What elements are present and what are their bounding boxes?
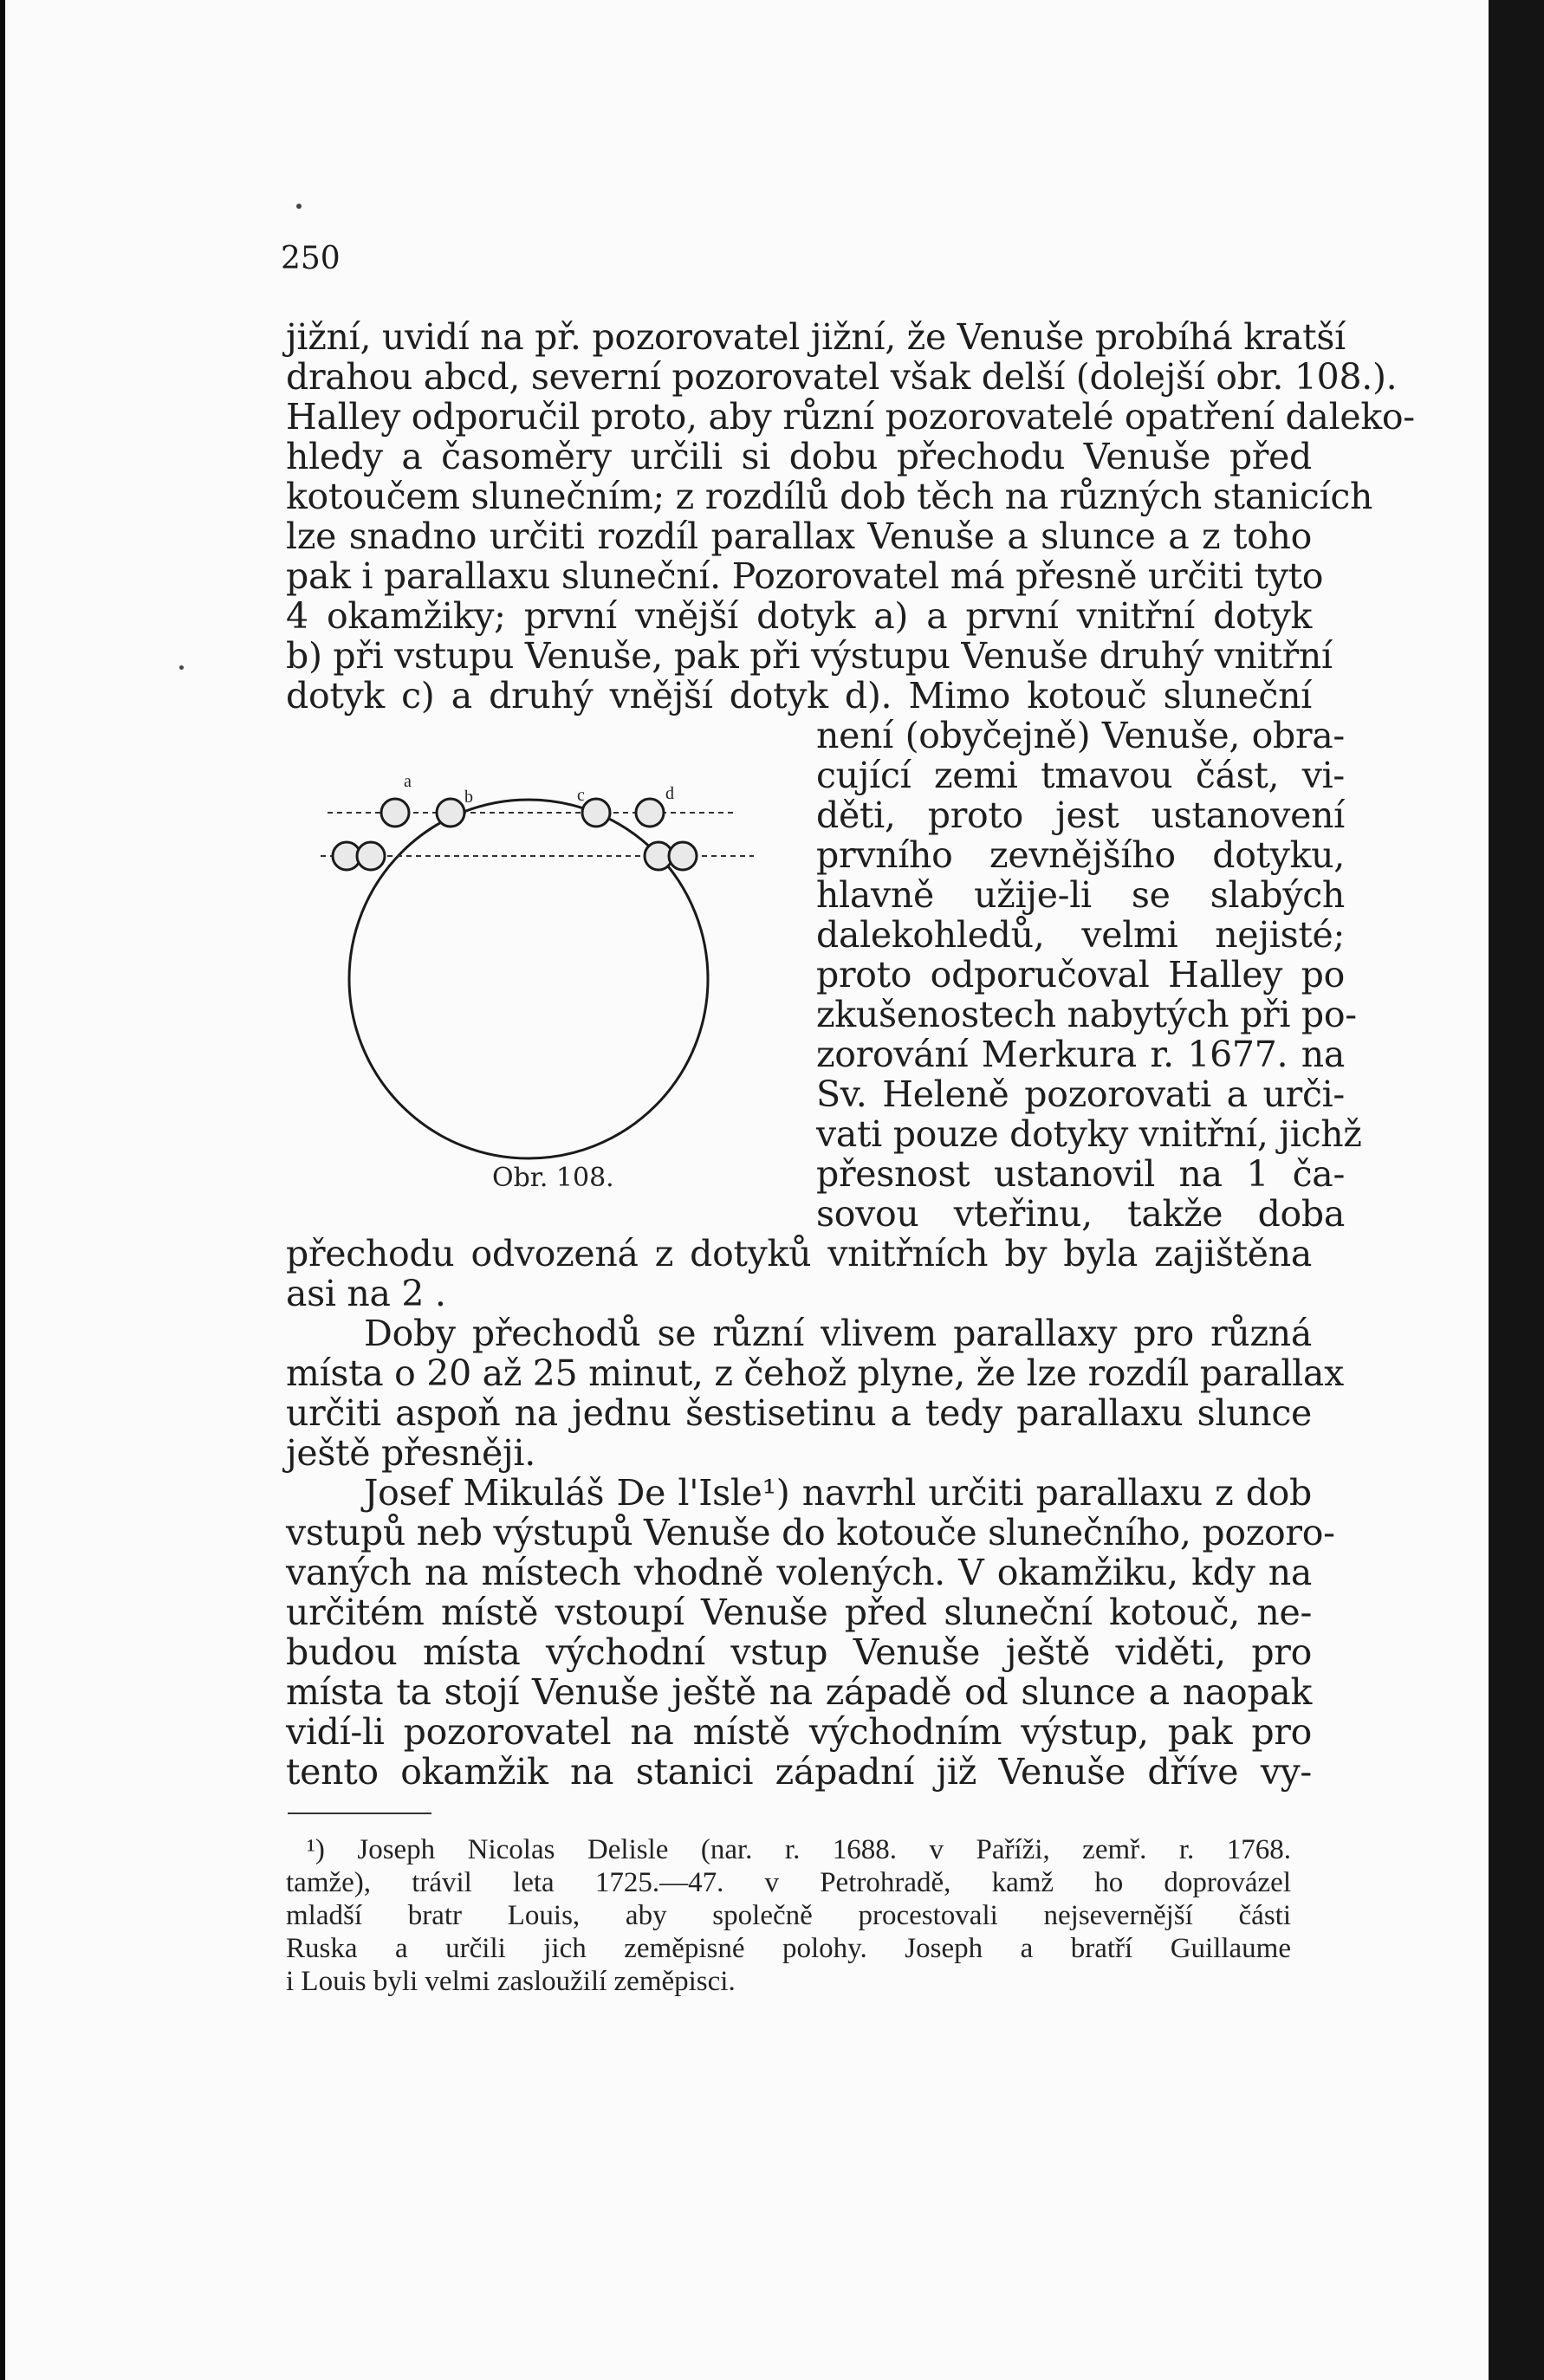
text-line: hlavně užije-li se slabých bbox=[816, 874, 1345, 916]
venus-contact-a bbox=[381, 799, 409, 827]
text-line: b) při vstupu Venuše, pak při výstupu Venuše druhý vnitřní bbox=[286, 635, 1333, 677]
label-c: c bbox=[577, 786, 585, 805]
text-line: 4 okamžiky; první vnější dotyk a) a první vnitřní dotyk bbox=[286, 595, 1312, 637]
text-line: zkušenostech nabytých při po- bbox=[816, 994, 1357, 1035]
text-line: pak i parallaxu sluneční. Pozorovatel má přesně určiti tyto bbox=[286, 555, 1324, 597]
text-line: asi na 2 . bbox=[286, 1273, 446, 1314]
figure-caption: Obr. 108. bbox=[492, 1163, 614, 1193]
venus-contact-c bbox=[582, 799, 610, 827]
text-line: vaných na místech vhodně volených. V okamžiku, kdy na bbox=[286, 1552, 1312, 1593]
text-line: zorování Merkura r. 1677. na bbox=[816, 1034, 1345, 1075]
venus-contact-b bbox=[437, 799, 464, 827]
venus-contact-d bbox=[636, 799, 664, 827]
footnote-line: tamže), trávil leta 1725.—47. v Petrohradě, kamž ho doprovázel bbox=[286, 1867, 1291, 1898]
text-line: cující zemi tmavou část, vi- bbox=[816, 755, 1345, 796]
text-line: vidí-li pozorovatel na místě východním výstup, pak pro bbox=[286, 1711, 1312, 1753]
venus-lower-inner-left bbox=[357, 842, 385, 870]
footnote-rule bbox=[288, 1813, 431, 1814]
text-line: proto odporučoval Halley po bbox=[816, 954, 1345, 995]
text-line: drahou abcd, severní pozorovatel však delší (dolejší obr. 108.). bbox=[286, 356, 1398, 398]
text-line: vati pouze dotyky vnitřní, jichž bbox=[816, 1113, 1362, 1155]
text-line: lze snadno určiti rozdíl parallax Venuše a slunce a z toho bbox=[286, 516, 1312, 557]
text-line: jižní, uvidí na př. pozorovatel jižní, že Venuše probíhá kratší bbox=[286, 316, 1346, 358]
text-line: sovou vteřinu, takže doba bbox=[816, 1193, 1345, 1235]
text-line: určiti aspoň na jednu šestisetinu a tedy parallaxu slunce bbox=[286, 1392, 1312, 1434]
label-b: b bbox=[464, 788, 473, 807]
ink-speck bbox=[296, 204, 302, 209]
footnote-line: ¹) Joseph Nicolas Delisle (nar. r. 1688. v Paříži, zemř. r. 1768. bbox=[307, 1834, 1291, 1865]
text-line: děti, proto jest ustanovení bbox=[816, 794, 1345, 836]
text-line: kotoučem slunečním; z rozdílů dob těch na různých stanicích bbox=[286, 476, 1373, 517]
ink-speck bbox=[179, 665, 184, 670]
text-line: místa o 20 až 25 minut, z čehož plyne, že lze rozdíl parallax bbox=[286, 1352, 1344, 1394]
text-line: přechodu odvozená z dotyků vnitřních by byla zajištěna bbox=[286, 1233, 1312, 1274]
text-line: hledy a časoměry určili si dobu přechodu Venuše před bbox=[286, 436, 1312, 477]
text-line: Josef Mikuláš De l'Isle¹) navrhl určiti parallaxu z dob bbox=[364, 1472, 1312, 1514]
venus-lower-outer-right bbox=[669, 842, 697, 870]
label-d: d bbox=[665, 784, 674, 803]
text-line: Halley odporučil proto, aby různí pozorovatelé opatření daleko- bbox=[286, 396, 1415, 438]
book-edge-shadow bbox=[1489, 0, 1544, 2380]
text-line: není (obyčejně) Venuše, obra- bbox=[816, 715, 1345, 756]
text-line: tento okamžik na stanici západní již Venuše dříve vy- bbox=[286, 1751, 1312, 1793]
text-line: ještě přesněji. bbox=[286, 1432, 535, 1474]
footnote-line: mladší bratr Louis, aby společně procestovali nejsevernější části bbox=[286, 1900, 1291, 1931]
text-line: budou místa východní vstup Venuše ještě viděti, pro bbox=[286, 1631, 1312, 1673]
text-line: přesnost ustanovil na 1 ča- bbox=[816, 1153, 1345, 1195]
text-line: určitém místě vstoupí Venuše před sluneční kotouč, ne- bbox=[286, 1592, 1312, 1633]
page-number: 250 bbox=[281, 241, 341, 276]
footnote-line: i Louis byli velmi zasloužilí zeměpisci. bbox=[286, 1966, 736, 1997]
text-line: dalekohledů, velmi nejisté; bbox=[816, 914, 1345, 956]
text-line: prvního zevnějšího dotyku, bbox=[816, 834, 1345, 876]
label-a: a bbox=[404, 772, 412, 791]
text-line: Sv. Heleně pozorovati a urči- bbox=[816, 1073, 1345, 1115]
transit-diagram bbox=[321, 762, 762, 1213]
footnote-line: Ruska a určili jich zeměpisné polohy. Joseph a bratří Guillaume bbox=[286, 1933, 1291, 1964]
text-line: vstupů neb výstupů Venuše do kotouče slunečního, pozoro- bbox=[286, 1512, 1335, 1553]
text-line: Doby přechodů se různí vlivem parallaxy pro různá bbox=[364, 1313, 1312, 1354]
text-line: místa ta stojí Venuše ještě na západě od slunce a naopak bbox=[286, 1671, 1312, 1713]
text-line: dotyk c) a druhý vnější dotyk d). Mimo kotouč sluneční bbox=[286, 675, 1312, 717]
